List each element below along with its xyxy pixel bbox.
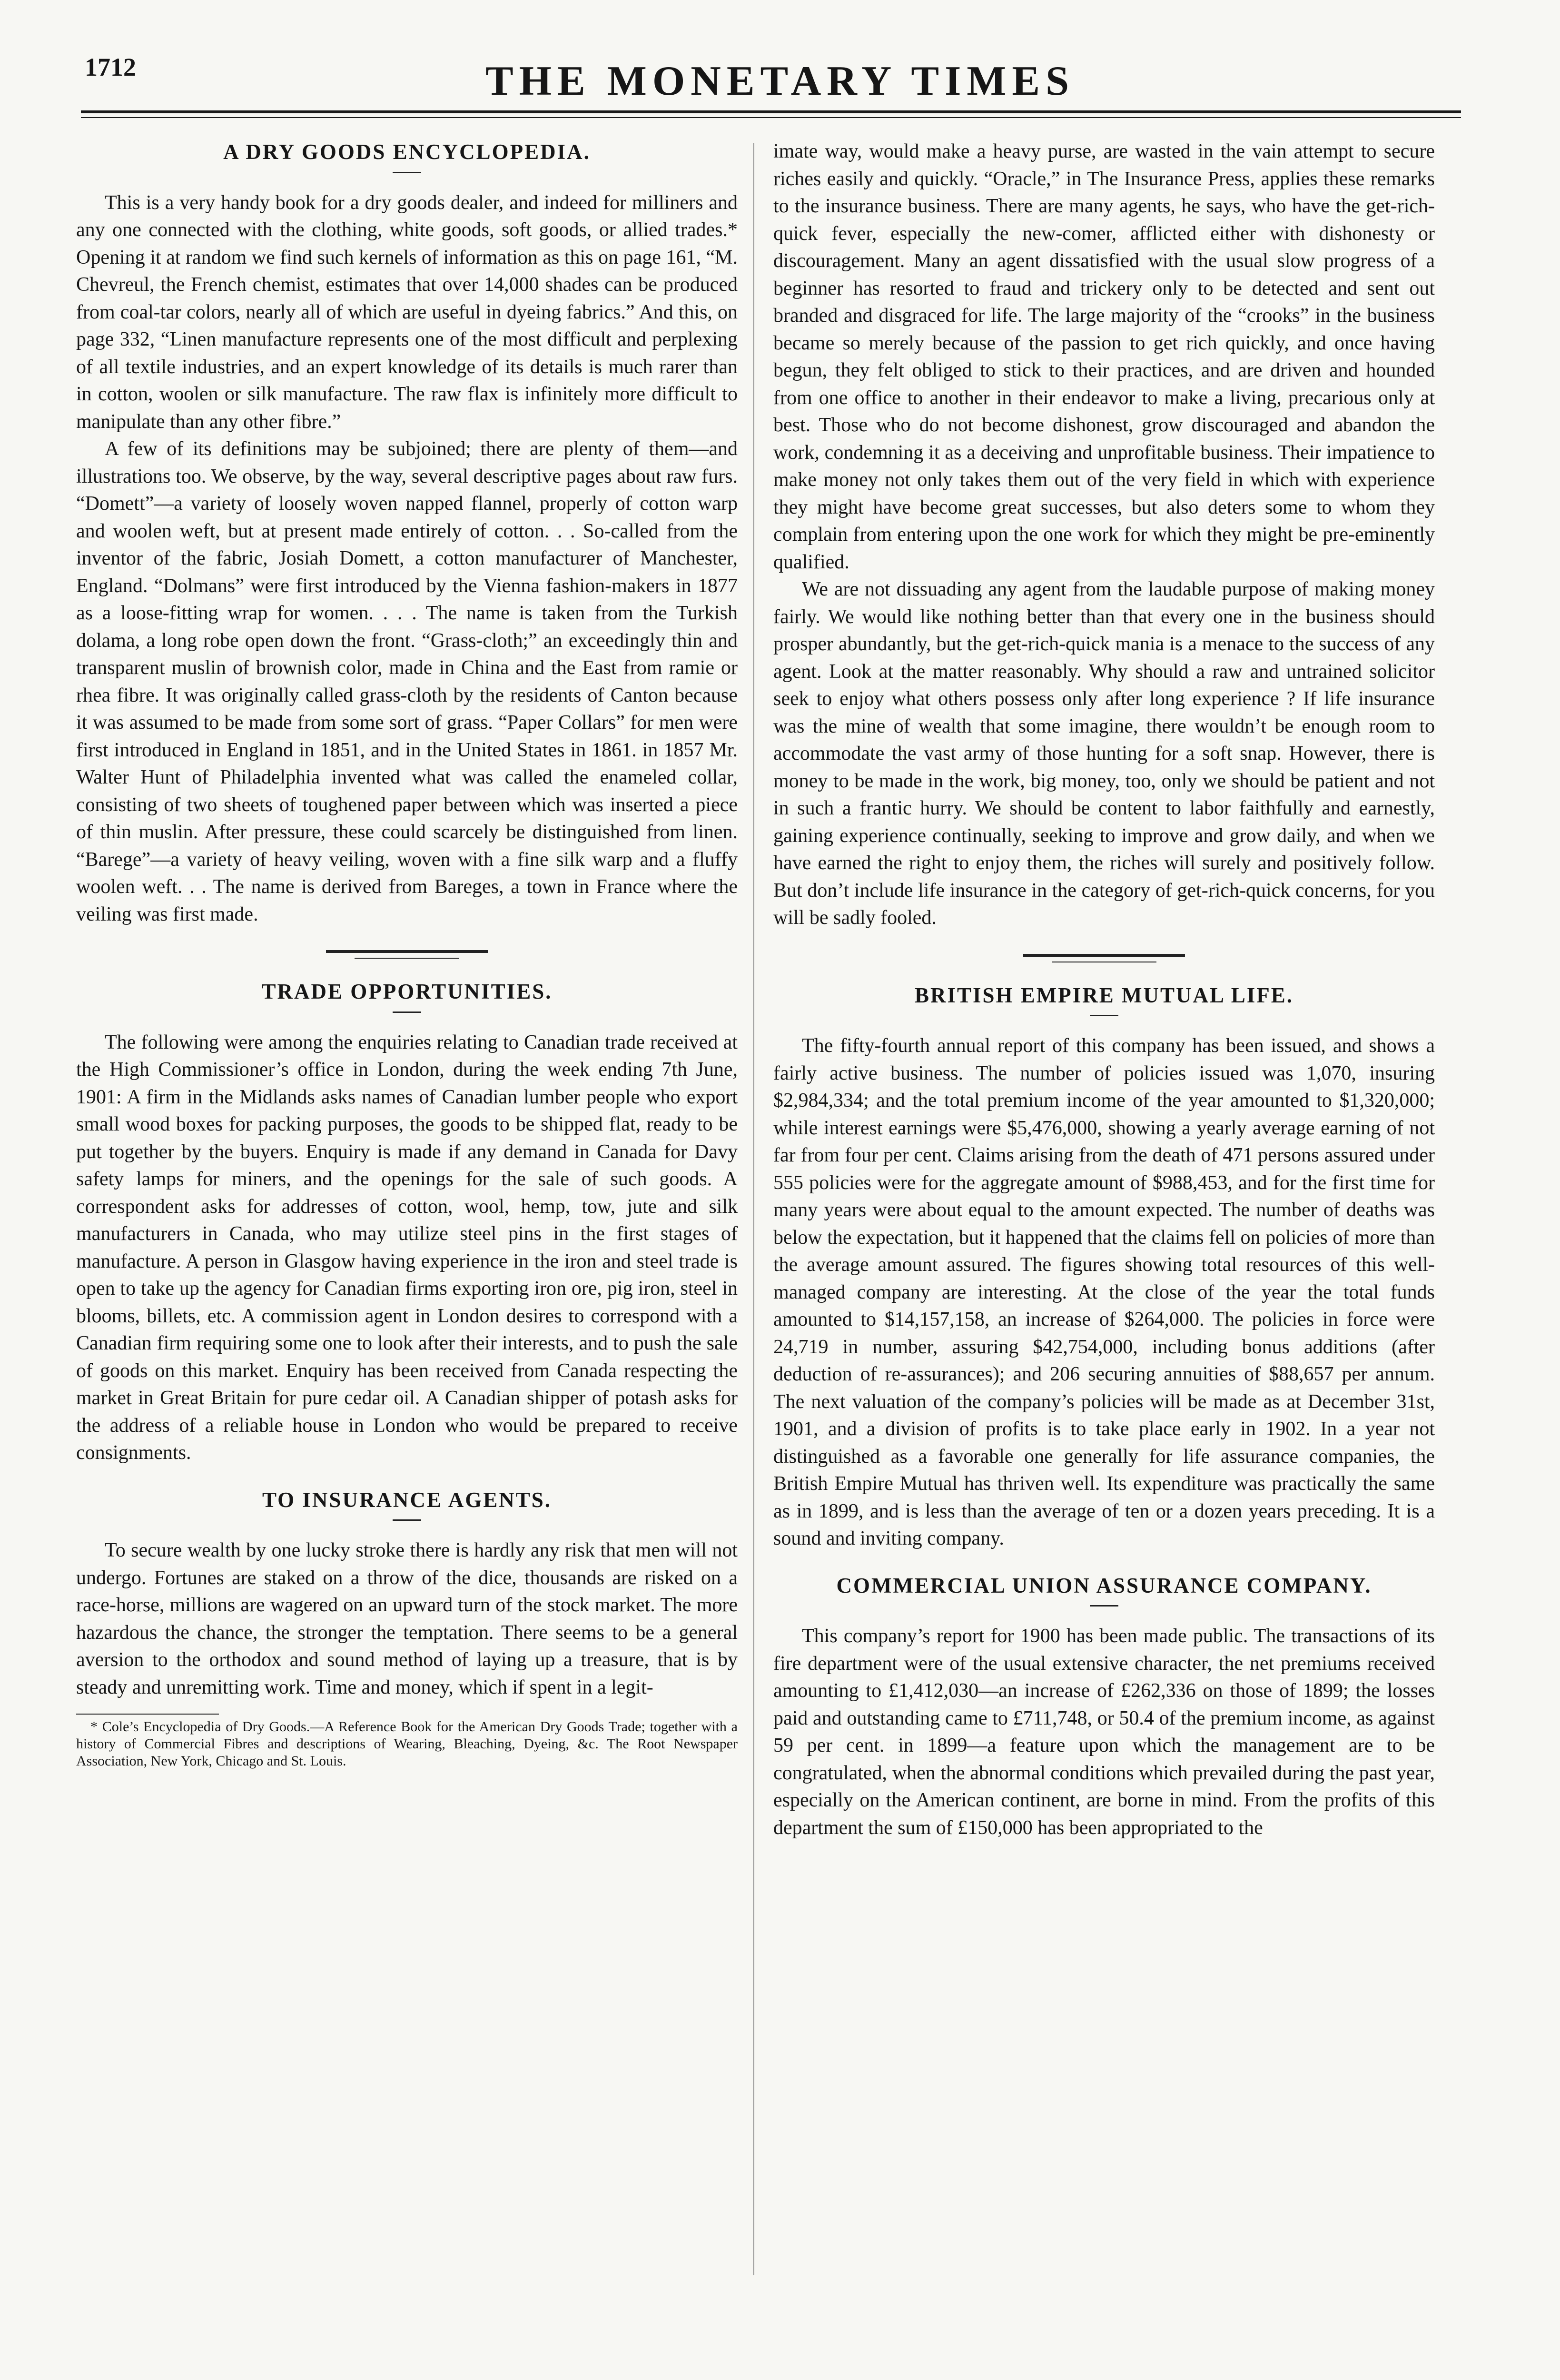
right-column: [773, 138, 1435, 2366]
page-number: 1712: [85, 53, 136, 81]
heading-dash: [393, 1519, 421, 1521]
article-dry-goods-encyclopedia: [76, 138, 738, 928]
header-rule-thick: [81, 110, 1461, 113]
article-paragraph: The following were among the enquiries relating to Canadian trade received at the High Commissioner’s office in London, during the week ending 7th June, 1901: A firm in the Midlands asks names of Canadian lumber people who export small wood boxes for packing purposes, the goods to be shipped flat, ready to be put together by the buyers. Enquiry is made if any demand in Canada for Davy safety lamps for miners, and the openings for the sale of such goods. A correspondent asks for addresses of cotton, wool, hemp, tow, jute and silk manufacturers in Canada, who may utilize steel pins in the first stages of manufacture. A person in Glasgow having experience in the iron and steel trade is open to take up the agency for Canadian firms exporting iron ore, pig iron, steel in blooms, billets, etc. A commission agent in London desires to correspond with a Canadian firm requiring some one to look after their interests, and to push the sale of goods on this market. Enquiry has been received from Canada respecting the market in Great Britain for pure cedar oil. A Canadian shipper of potash asks for the address of a reliable house in London who would be prepared to receive consignments.: [76, 1031, 738, 1464]
article-heading: A DRY GOODS ENCYCLOPEDIA.: [223, 140, 591, 164]
masthead-title: THE MONETARY TIMES: [485, 58, 1075, 104]
heading-dash: [1090, 1605, 1118, 1606]
article-to-insurance-agents: [76, 1486, 738, 1702]
left-column: [76, 138, 738, 2366]
heading-dash: [393, 172, 421, 173]
heading-dash: [393, 1012, 421, 1013]
column-divider: [753, 143, 754, 2275]
article-heading: COMMERCIAL UNION ASSURANCE COMPANY.: [836, 1573, 1372, 1597]
section-separator: [326, 950, 488, 953]
heading-dash: [1090, 1015, 1118, 1016]
article-paragraph: To secure wealth by one lucky stroke there is hardly any risk that men will not undergo. Fortunes are staked on a throw of the dice, thousands are risked on a race-horse, millions are wagered on an upward turn of the stock market. The more hazardous the chance, the stronger the temptation. There seems to be a general aversion to the orthodox and sound method of laying up a treasure, that is by steady and unremitting work. Time and money, which if spent in a legit-: [76, 1539, 738, 1698]
footnote-rule: [76, 1714, 219, 1715]
page-header: [0, 0, 1560, 124]
article-paragraph: A few of its definitions may be subjoined; there are plenty of them—and illustrations too. We observe, by the way, several descriptive pages about raw furs. “Domett”—a variety of loosely woven napped flannel, properly of cotton warp and woolen weft, but at present made entirely of cotton. . . So-called from the inventor of the fabric, Josiah Domett, a cotton manufacturer of Manchester, England. “Dolmans” were first introduced by the Vienna fashion-makers in 1877 as a loose-fitting wrap for women. . . . The name is taken from the Turkish dolama, a long robe open down the front. “Grass-cloth;” an exceedingly thin and transparent muslin of brownish color, made in China and the East from ramie or rhea fibre. It was originally called grass-cloth by the residents of Canton because it was assumed to be made from some sort of grass. “Paper Collars” for men were first introduced in England in 1851, and in the United States in 1861. in 1857 Mr. Walter Hunt of Philadelphia invented what was called the enameled collar, consisting of two sheets of toughened paper between which was inserted a piece of thin muslin. After pressure, these could scarcely be distinguished from linen. “Barege”—a variety of heavy veiling, woven with a fine silk warp and a fluffy woolen weft. . . The name is derived from Bareges, a town in France where the veiling was first made.: [76, 438, 738, 925]
article-trade-opportunities: [76, 978, 738, 1467]
footnote: * Cole’s Encyclopedia of Dry Goods.—A Reference Book for the American Dry Goods Trade; together with a history of Commercial Fibres and descriptions of Wearing, Bleaching, Dyeing, &c. The Root Newspaper Association, New York, Chicago and St. Louis.: [76, 1719, 738, 1769]
article-commercial-union-assurance: [773, 1572, 1435, 1842]
article-heading: TRADE OPPORTUNITIES.: [261, 980, 553, 1003]
article-british-empire-mutual-life: [773, 982, 1435, 1553]
section-separator-thin: [355, 958, 459, 959]
section-separator: [1023, 954, 1185, 957]
article-insurance-agents-continued: [773, 138, 1435, 932]
header-rule-thin: [81, 117, 1461, 118]
article-heading: TO INSURANCE AGENTS.: [262, 1488, 552, 1512]
article-paragraph: This is a very handy book for a dry goods dealer, and indeed for milliners and any one connected with the clothing, white goods, soft goods, or allied trades.* Opening it at random we find such kernels of information as this on page 161, “M. Chevreul, the French chemist, estimates that over 14,000 shades can be produced from coal-tar colors, nearly all of which are useful in dyeing fabrics.” And this, on page 332, “Linen manufacture represents one of the most difficult and perplexing of all textile industries, and an expert knowledge of its details is much rarer than in cotton, woolen or silk manufacture. The raw flax is infinitely more difficult to manipulate than any other fibre.”: [76, 191, 738, 433]
article-paragraph: This company’s report for 1900 has been made public. The transactions of its fire department were of the usual extensive character, the net premiums received amounting to £1,412,030—an increase of £262,336 on those of 1899; the losses paid and outstanding came to £711,748, or 50.4 of the premium income, as against 59 per cent. in 1899—a feature upon which the management are to be congratulated, when the abnormal conditions which prevailed during the past year, especially on the American continent, are borne in mind. From the profits of this department the sum of £150,000 has been appropriated to the: [773, 1625, 1435, 1839]
article-paragraph: The fifty-fourth annual report of this company has been issued, and shows a fairly active business. The number of policies issued was 1,070, insuring $2,984,334; and the total premium income of the year amounted to $1,320,000; while interest earnings were $5,476,000, showing a yearly average earning of not far from four per cent. Claims arising from the death of 471 persons assured under 555 policies were for the aggregate amount of $988,453, and for the first time for many years were about equal to the amount expected. The number of deaths was below the expectation, but it happened that the claims fell on policies of more than the average amount assured. The figures showing total resources of this well-managed company are interesting. At the close of the year the total funds amounted to $14,157,158, an increase of $264,000. The policies in force were 24,719 in number, assuring $42,754,000, including bonus additions (after deduction of re-assurances); and 206 securing annuities of $88,657 per annum. The next valuation of the company’s policies will be made as at December 31st, 1901, and a division of profits is to take place early in 1902. In a year not distinguished as a favorable one generally for life assurance companies, the British Empire Mutual has thriven well. Its expenditure was practically the same as in 1899, and is less than the average of ten or a dozen years preceding. It is a sound and inviting company.: [773, 1035, 1435, 1549]
article-paragraph: We are not dissuading any agent from the laudable purpose of making money fairly. We would like nothing better than that every one in the business should prosper abundantly, but the get-rich-quick mania is a menace to the success of any agent. Look at the matter reasonably. Why should a raw and untrained solicitor seek to enjoy what others possess only after long experience ? If life insurance was the mine of wealth that some imagine, there wouldn’t be enough room to accommodate the vast army of those hunting for a soft snap. However, there is money to be made in the work, big money, too, only we should be patient and not in such a frantic hurry. We should be content to labor faithfully and earnestly, gaining experience continually, seeking to improve and grow daily, and when we have earned the right to enjoy them, the riches will surely and positively follow. But don’t include life insurance in the category of get-rich-quick concerns, for you will be sadly fooled.: [773, 578, 1435, 929]
article-paragraph: imate way, would make a heavy purse, are wasted in the vain attempt to secure riches easily and quickly. “Oracle,” in The Insurance Press, applies these remarks to the insurance business. There are many agents, he says, who have the get-rich-quick fever, especially the new-comer, afflicted either with dishonesty or discouragement. Many an agent dissatisfied with the usual slow progress of a beginner has resorted to fraud and trickery only to be detected and sent out branded and disgraced for life. The large majority of the “crooks” in the business became so merely because of the passion to get rich quickly, and once having begun, they felt obliged to stick to their practices, and are driven and hounded from one office to another in their endeavor to make a living, precarious only at best. Those who do not become dishonest, grow discouraged and abandon the work, condemning it as a deceiving and unprofitable business. Their impatience to make money not only takes them out of the very field in which with experience they might have become great successes, but also deters some to whom they complain from entering upon the one work for which they might be pre-eminently qualified.: [773, 140, 1435, 573]
article-heading: BRITISH EMPIRE MUTUAL LIFE.: [914, 983, 1294, 1007]
